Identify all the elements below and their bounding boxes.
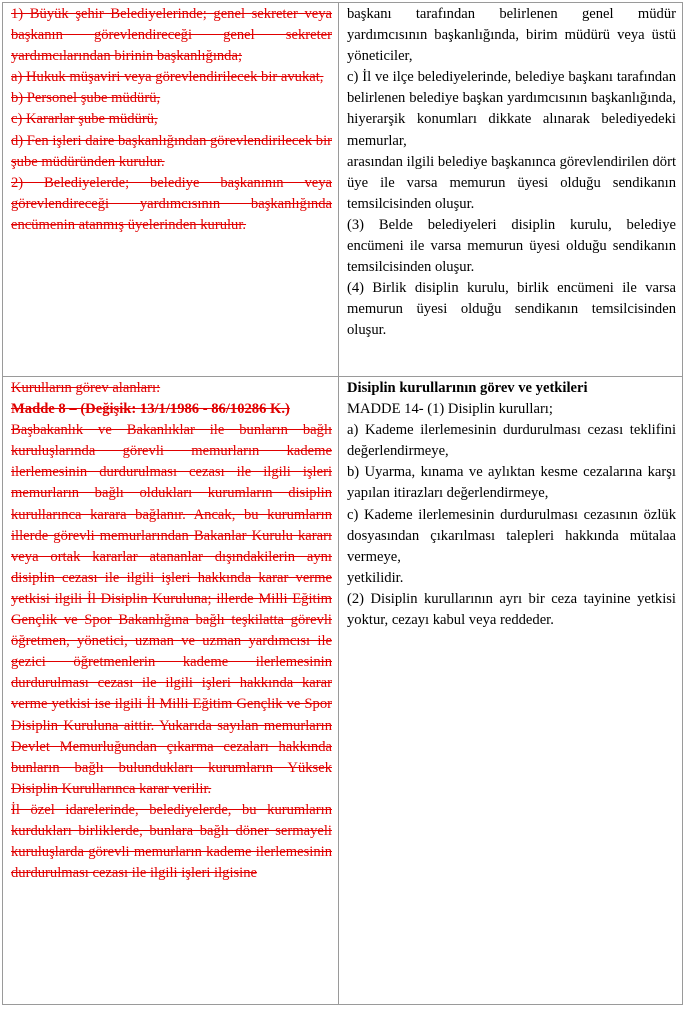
new-article-title: Disiplin kurullarının görev ve yetkileri [347,380,588,396]
old-text-cell [3,3,339,377]
comparison-table [2,2,683,1005]
old-paragraph: c) Kararlar şube müdürü, [11,111,158,128]
old-text-cell [3,377,339,1005]
old-paragraph: Başbakanlık ve Bakanlıklar ile bunların bağlı kuruluşlarında görevli memurların kademe ilerlemesinin durdurulması cezası ile ilgili işleri memurların bağlı oldukları kurumların disiplin kurullarınca karara bağlanır. Ancak, bu kurumların illerde görevli memurlarından Bakanlar Kurulu kararı veya ortak kararlar atananlar dışındakilerin aynı disiplin cezası ile ilgili işleri hakkında karar verme yetkisi ilgili İl Disiplin Kuruluna; illerde Milli Eğitim Gençlik ve Spor Bakanlığına bağlı teşkilatta görevli öğretmen, yönetici, uzman ve uzman yardımcısı ile gezici öğretmenlerin kademe ilerlemesinin durdurulması cezası ile ilgili işleri hakkında karar verme yetkisi ise ilgili İl Milli Eğitim Gençlik ve Spor Disiplin Kuruluna aittir. Yukarıda sayılan memurların Devlet Memurluğundan çıkarma cezaları hakkında bunların bağlı bulundukları kurumların Yüksek Disiplin Kurullarınca karar verilir. [11,422,332,797]
new-paragraph: (4) Birlik disiplin kurulu, birlik encümeni ile varsa memurun üyesi olduğu sendikanın temsilcisinden oluşur. [347,280,676,339]
deleted-text-block [11,378,332,884]
new-paragraph: MADDE 14- (1) Disiplin kurulları; [347,401,553,418]
new-paragraph: (3) Belde belediyeleri disiplin kurulu, belediye encümeni ile varsa memurun üyesi olduğu sendikanın temsilcisinden oluşur. [347,216,676,276]
new-paragraph: b) Uyarma, kınama ve aylıktan kesme cezalarına karşı yapılan itirazları değerlendirmeye, [347,464,676,502]
new-paragraph: (2) Disiplin kurullarının ayrı bir ceza tayinine yetkisi yoktur, cezayı kabul veya reddeder. [347,590,676,629]
old-paragraph: d) Fen işleri daire başkanlığından görevlendirilecek bir şube müdüründen kurulur. [11,132,332,170]
new-text-cell [339,377,683,1005]
new-paragraph: c) Kademe ilerlemesinin durdurulması cezasının özlük dosyasından çıkarılması talepleri hakkında mütalaa vermeye, [347,506,676,565]
new-paragraph: a) Kademe ilerlemesinin durdurulması cezası teklifini değerlendirmeye, [347,422,676,460]
new-paragraph: c) İl ve ilçe belediyelerinde, belediye başkanı tarafından belirlenen belediye başkan yardımcısının başkanlığında, hiyerarşik konumları dikkate alınarak belediyedeki memurlar, [347,69,676,149]
old-paragraph: 1) Büyük şehir Belediyelerinde; genel sekreter veya başkanın görevlendireceği genel sekreter yardımcılarından birinin başkanlığında; [11,6,332,65]
new-paragraph: başkanı tarafından belirlenen genel müdür yardımcısının başkanlığında, birim müdürü veya üstü yöneticiler, [347,6,676,65]
old-article-number: Madde 8 – (Değişik: 13/1/1986 - 86/10286 K.) [11,401,290,418]
old-paragraph: b) Personel şube müdürü, [11,90,161,107]
old-paragraph: 2) Belediyelerde; belediye başkanının veya görevlendireceği yardımcısının başkanlığında encümenin atanmış üyelerinden kurulur. [11,174,332,233]
old-paragraph: a) Hukuk müşaviri veya görevlendirilecek bir avukat, [11,69,324,86]
new-text-cell [339,3,683,377]
new-paragraph: yetkilidir. [347,569,404,586]
table-row [3,377,683,1005]
old-paragraph: İl özel idarelerinde, belediyelerde, bu kurumların kurdukları birliklerde, bunlara bağlı döner sermayeli kuruluşlarda görevli memurların kademe ilerlemesinin durdurulması cezası ile ilgili işleri ilgisine [11,801,332,882]
deleted-text-block [11,4,332,236]
new-paragraph: arasından ilgili belediye başkanınca görevlendirilen dört üye ile varsa memurun üyesi olduğu sendikanın temsilcisinden oluşur. [347,153,676,212]
old-article-heading: Kurulların görev alanları: [11,380,161,396]
table-row [3,3,683,377]
